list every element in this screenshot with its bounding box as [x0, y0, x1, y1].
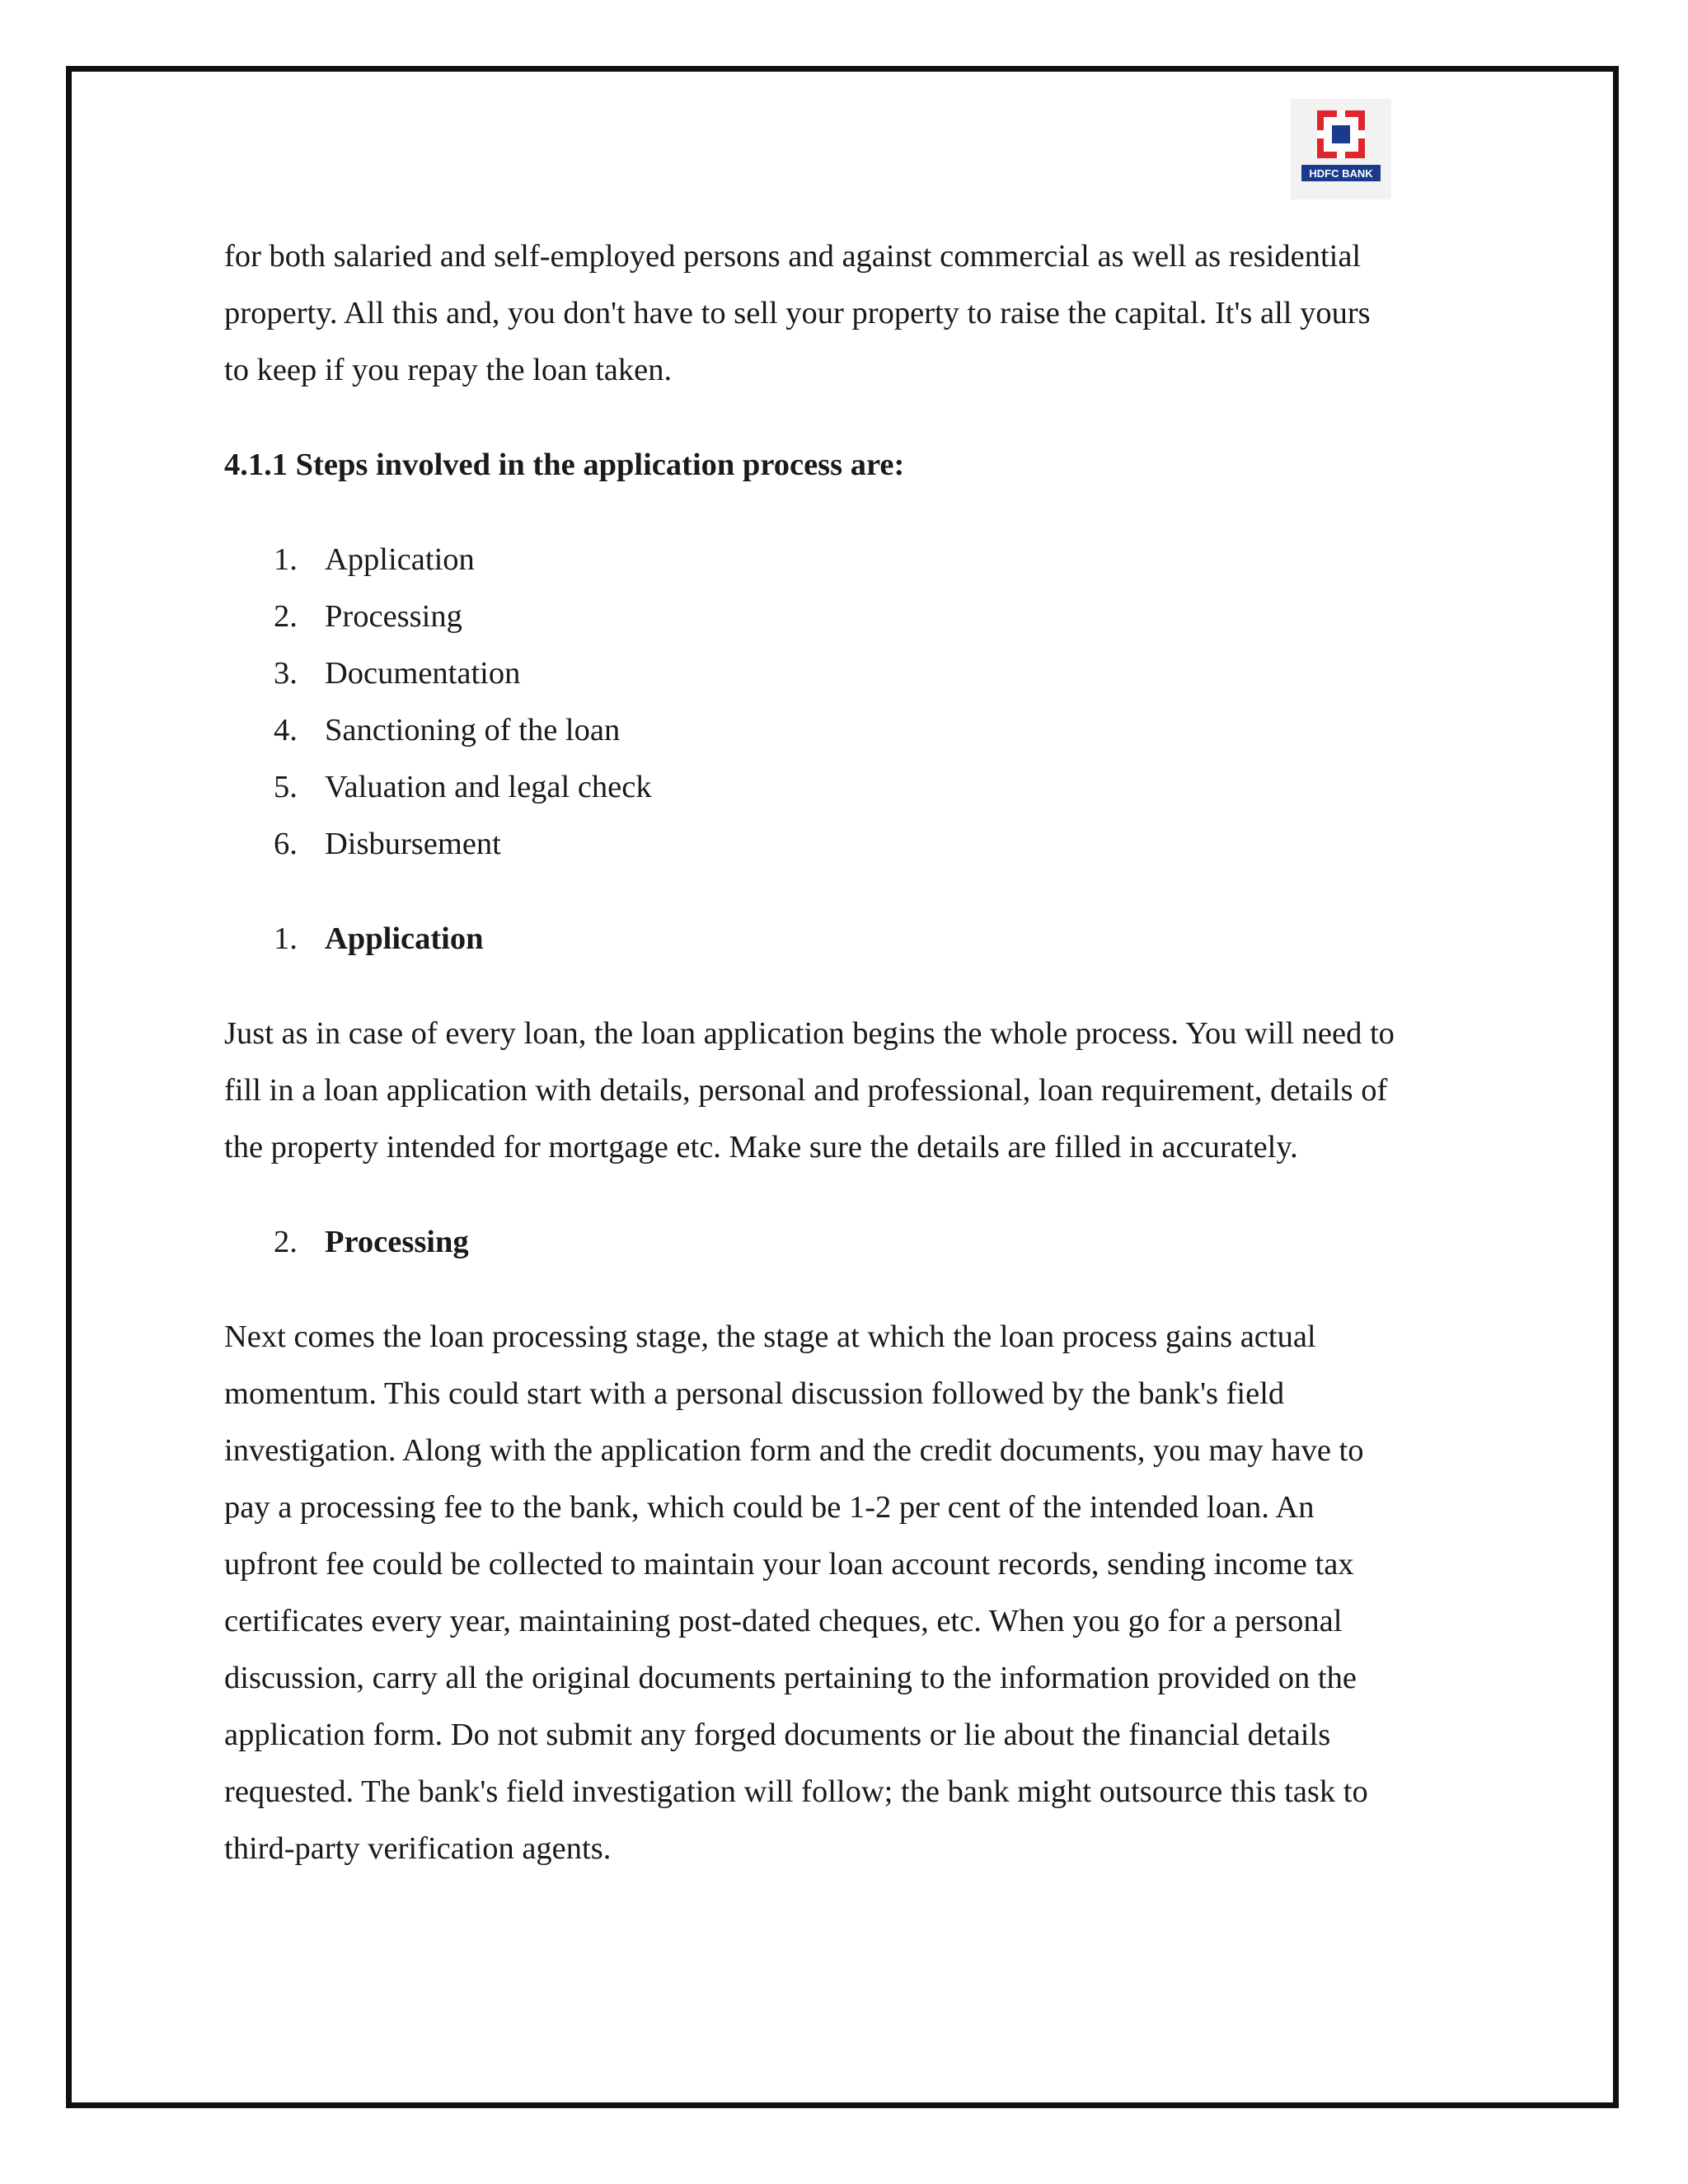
processing-line: discussion, carry all the original documents pertaining to the information provided on the [224, 1661, 1357, 1695]
list-item [224, 816, 1469, 873]
list-item [224, 702, 1469, 759]
application-paragraph [224, 1005, 1469, 1176]
list-item [224, 759, 1469, 816]
application-title: Application [325, 921, 484, 956]
processing-title: Processing [325, 1225, 469, 1259]
intro-paragraph [224, 228, 1469, 399]
hdfc-logo-icon [1291, 99, 1391, 199]
list-item [224, 588, 1469, 645]
section-heading: 4.1.1 Steps involved in the application process are: [224, 448, 905, 482]
processing-line: certificates every year, maintaining post-dated cheques, etc. When you go for a personal [224, 1604, 1343, 1638]
list-item-label: Processing [325, 599, 462, 634]
processing-line: application form. Do not submit any forged documents or lie about the financial details [224, 1718, 1331, 1752]
list-item-number: 2. [274, 599, 298, 634]
list-item-number: 4. [274, 713, 298, 748]
list-item-label: Documentation [325, 656, 521, 691]
processing-number: 2. [274, 1225, 298, 1259]
application-number: 1. [274, 921, 298, 956]
processing-line: momentum. This could start with a personal discussion followed by the bank's field [224, 1376, 1285, 1411]
processing-line: pay a processing fee to the bank, which could be 1-2 per cent of the intended loan. An [224, 1490, 1315, 1525]
document-body [224, 228, 1469, 1877]
processing-heading [224, 1214, 1469, 1271]
hdfc-bank-logo [1291, 99, 1391, 199]
processing-line: investigation. Along with the application form and the credit documents, you may have to [224, 1433, 1364, 1468]
processing-line: third-party verification agents. [224, 1831, 612, 1866]
processing-line: requested. The bank's field investigation will follow; the bank might outsource this task to [224, 1774, 1368, 1809]
processing-line: upfront fee could be collected to maintain your loan account records, sending income tax [224, 1547, 1354, 1582]
intro-line: to keep if you repay the loan taken. [224, 353, 673, 387]
list-item [224, 645, 1469, 702]
intro-line: for both salaried and self-employed persons and against commercial as well as residential [224, 239, 1362, 274]
list-item-label: Sanctioning of the loan [325, 713, 621, 748]
list-item-number: 1. [274, 542, 298, 577]
application-line: the property intended for mortgage etc. Make sure the details are filled in accurately. [224, 1130, 1298, 1165]
list-item-number: 5. [274, 770, 298, 804]
application-line: Just as in case of every loan, the loan application begins the whole process. You will need to [224, 1016, 1395, 1051]
processing-paragraph [224, 1309, 1469, 1877]
list-item [224, 532, 1469, 588]
steps-list [224, 532, 1469, 873]
list-item-label: Valuation and legal check [325, 770, 652, 804]
application-heading [224, 911, 1469, 968]
list-item-number: 6. [274, 827, 298, 861]
logo-text: HDFC BANK [1309, 167, 1373, 180]
list-item-number: 3. [274, 656, 298, 691]
processing-line: Next comes the loan processing stage, the stage at which the loan process gains actual [224, 1319, 1316, 1354]
list-item-label: Application [325, 542, 475, 577]
application-line: fill in a loan application with details, personal and professional, loan requirement, details of [224, 1073, 1388, 1108]
list-item-label: Disbursement [325, 827, 501, 861]
intro-line: property. All this and, you don't have to sell your property to raise the capital. It's all yours [224, 296, 1371, 330]
